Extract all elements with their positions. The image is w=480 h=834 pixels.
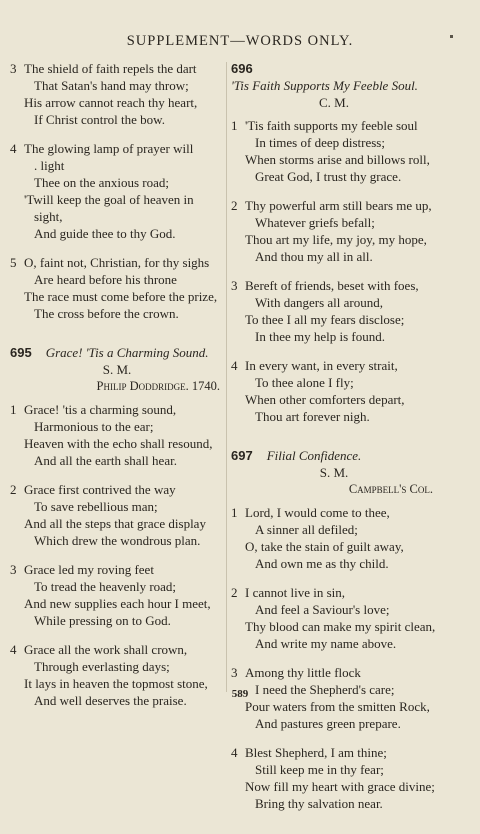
verse-text: Great God, I trust thy grace. [255, 169, 402, 184]
verse-line [231, 715, 437, 732]
verse-text: And guide thee to thy God. [34, 226, 176, 241]
verse-line [231, 197, 437, 214]
verse-line [231, 601, 437, 618]
verse-line [231, 778, 437, 795]
verse-line [10, 578, 224, 595]
right-column [231, 60, 437, 834]
verse-line [10, 515, 224, 532]
stanza [231, 504, 437, 572]
verse-text: Lord, I would come to thee, [245, 505, 390, 520]
verse-line [10, 595, 224, 612]
stanza [10, 401, 224, 469]
verse-text: And thou my all in all. [255, 249, 373, 264]
verse-line [231, 521, 437, 538]
hymn-696 [231, 60, 437, 425]
verse-text: A sinner all defiled; [255, 522, 358, 537]
verse-line [10, 94, 224, 111]
hymn-697 [231, 447, 437, 812]
verse-line [231, 231, 437, 248]
stanza [10, 254, 224, 322]
verse-line [231, 374, 437, 391]
verse-line [231, 744, 437, 761]
verse-text: The cross before the crown. [34, 306, 179, 321]
verse-line [231, 664, 437, 681]
verse-text: And feel a Saviour's love; [255, 602, 390, 617]
verse-text: Among thy little flock [245, 665, 361, 680]
verse-text: 'Twill keep the goal of heaven in [24, 192, 194, 207]
stanza [231, 357, 437, 425]
stanza-number: 5 [10, 255, 17, 270]
verse-line [231, 357, 437, 374]
hymn-meter: C. M. [319, 95, 349, 110]
hymn-title: Filial Confidence. [266, 448, 362, 463]
verse-line [10, 305, 224, 322]
verse-text: Grace first contrived the way [24, 482, 176, 497]
verse-text: 'Tis faith supports my feeble soul [245, 118, 418, 133]
verse-line [231, 134, 437, 151]
stanza-number: 4 [231, 358, 238, 373]
stanza-list [10, 401, 224, 709]
verse-text: Thee on the anxious road; [34, 175, 170, 190]
verse-line [10, 401, 224, 418]
verse-text: When storms arise and billows roll, [245, 152, 430, 167]
verse-text: When other comforters depart, [245, 392, 405, 407]
page-header: SUPPLEMENT—WORDS ONLY. [126, 33, 354, 49]
stanza [231, 584, 437, 652]
verse-text: And new supplies each hour I meet, [24, 596, 211, 611]
verse-text: In times of deep distress; [255, 135, 385, 150]
stanza-number: 1 [231, 118, 238, 133]
verse-line [10, 140, 224, 157]
verse-text: Pour waters from the smitten Rock, [245, 699, 430, 714]
verse-line [231, 117, 437, 134]
verse-line [231, 311, 437, 328]
verse-line [10, 271, 224, 288]
verse-line [10, 157, 224, 174]
verse-text: And pastures green prepare. [255, 716, 401, 731]
stanza [10, 561, 224, 629]
verse-text: And own me as thy child. [255, 556, 389, 571]
page-number: 589 [231, 688, 249, 700]
stanza-number: 2 [10, 482, 17, 497]
verse-line [231, 584, 437, 601]
stanza-number: 4 [231, 745, 238, 760]
verse-text: Now fill my heart with grace divine; [245, 779, 435, 794]
stanza-list [231, 504, 437, 812]
verse-text: To save rebellious man; [34, 499, 158, 514]
verse-line [231, 635, 437, 652]
stanza-number: 1 [231, 505, 238, 520]
hymn-author [10, 378, 224, 395]
verse-line [231, 618, 437, 635]
verse-line [231, 761, 437, 778]
verse-text: Blest Shepherd, I am thine; [245, 745, 387, 760]
verse-text: Heaven with the echo shall resound, [24, 436, 213, 451]
verse-text: Which drew the wondrous plan. [34, 533, 201, 548]
stanza-number: 4 [10, 642, 17, 657]
stanza-number: 3 [231, 665, 238, 680]
verse-line [231, 248, 437, 265]
stanza-number: 3 [10, 61, 17, 76]
verse-text: Thou art my life, my joy, my hope, [245, 232, 427, 247]
verse-line [231, 538, 437, 555]
verse-text: To tread the heavenly road; [34, 579, 177, 594]
hymn-author: Campbell's Col. [348, 482, 433, 496]
verse-line [10, 498, 224, 515]
verse-line [10, 658, 224, 675]
verse-text: It lays in heaven the topmost stone, [24, 676, 208, 691]
verse-text: In thee my help is found. [255, 329, 385, 344]
verse-line [231, 408, 437, 425]
verse-line [10, 225, 224, 242]
stanza-number: 4 [10, 141, 17, 156]
stanza [231, 277, 437, 345]
margin-mark [450, 35, 453, 38]
verse-line [231, 504, 437, 521]
stanza-number: 1 [10, 402, 17, 417]
stanza-number: 2 [231, 198, 238, 213]
column-divider [226, 62, 227, 692]
verse-text: And write my name above. [255, 636, 397, 651]
verse-line [231, 214, 437, 231]
verse-line [10, 77, 224, 94]
verse-text: Grace all the work shall crown, [24, 642, 188, 657]
verse-text: That Satan's hand may throw; [34, 78, 189, 93]
verse-text: To thee alone I fly; [255, 375, 354, 390]
verse-text: Grace led my roving feet [24, 562, 154, 577]
verse-text: I need the Shepherd's care; [255, 682, 395, 697]
verse-text: The glowing lamp of prayer will [24, 141, 194, 156]
verse-text: Thou art forever nigh. [255, 409, 370, 424]
verse-text: I cannot live in sin, [245, 585, 346, 600]
stanza [10, 481, 224, 549]
author-name: Philip Doddridge. [96, 379, 189, 393]
verse-line [10, 418, 224, 435]
verse-text: With dangers all around, [255, 295, 383, 310]
hymn-number: 695 [10, 345, 32, 360]
verse-text: Still keep me in thy fear; [255, 762, 384, 777]
verse-text: sight, [34, 209, 63, 224]
verse-line [10, 111, 224, 128]
verse-text: Harmonious to the ear; [34, 419, 154, 434]
stanza [231, 117, 437, 185]
verse-text: In every want, in every strait, [245, 358, 398, 373]
verse-text: And well deserves the praise. [34, 693, 187, 708]
verse-text: Thy powerful arm still bears me up, [245, 198, 432, 213]
verse-text: And all the steps that grace display [24, 516, 206, 531]
verse-text: To thee I all my fears disclose; [245, 312, 405, 327]
hymn-number: 696 [231, 61, 253, 76]
verse-line [231, 795, 437, 812]
stanza-number: 3 [10, 562, 17, 577]
verse-text: If Christ control the bow. [34, 112, 165, 127]
verse-line [10, 612, 224, 629]
verse-line [10, 452, 224, 469]
stanza-number: 3 [231, 278, 238, 293]
left-column [10, 60, 224, 731]
verse-line [231, 151, 437, 168]
stanza-number: 2 [231, 585, 238, 600]
verse-line [10, 561, 224, 578]
verse-text: Bring thy salvation near. [255, 796, 383, 811]
verse-text: O, faint not, Christian, for thy sighs [24, 255, 210, 270]
hymn-title: 'Tis Faith Supports My Feeble Soul. [231, 78, 418, 93]
verse-line [231, 294, 437, 311]
verse-text: . light [34, 158, 65, 173]
author-year: 1740. [191, 379, 220, 393]
hymn-meter: S. M. [319, 465, 349, 480]
verse-line [10, 288, 224, 305]
verse-line [10, 60, 224, 77]
hymn-continuation [10, 60, 224, 322]
verse-line [10, 208, 224, 225]
verse-text: While pressing on to God. [34, 613, 171, 628]
hymn-695 [10, 344, 224, 709]
stanza [10, 60, 224, 128]
verse-text: Bereft of friends, beset with foes, [245, 278, 419, 293]
verse-line [231, 698, 437, 715]
verse-line [231, 391, 437, 408]
verse-text: O, take the stain of guilt away, [245, 539, 404, 554]
verse-text: Are heard before his throne [34, 272, 177, 287]
verse-text: Through everlasting days; [34, 659, 170, 674]
verse-line [10, 641, 224, 658]
stanza [231, 744, 437, 812]
hymn-title: Grace! 'Tis a Charming Sound. [45, 345, 209, 360]
stanza-list [231, 117, 437, 425]
verse-text: Whatever griefs befall; [255, 215, 375, 230]
verse-line [10, 254, 224, 271]
verse-line [10, 174, 224, 191]
verse-text: Grace! 'tis a charming sound, [24, 402, 177, 417]
verse-line [10, 481, 224, 498]
verse-text: Thy blood can make my spirit clean, [245, 619, 436, 634]
stanza-list [10, 60, 224, 322]
verse-line [231, 168, 437, 185]
verse-line [10, 191, 224, 208]
verse-text: The race must come before the prize, [24, 289, 218, 304]
verse-line [10, 435, 224, 452]
stanza [10, 140, 224, 242]
verse-text: The shield of faith repels the dart [24, 61, 197, 76]
hymn-number: 697 [231, 448, 253, 463]
verse-text: And all the earth shall hear. [34, 453, 177, 468]
verse-text: His arrow cannot reach thy heart, [24, 95, 198, 110]
hymn-meter: S. M. [102, 362, 132, 377]
stanza [231, 197, 437, 265]
verse-line [231, 277, 437, 294]
verse-line [10, 532, 224, 549]
verse-line [231, 328, 437, 345]
verse-line [231, 555, 437, 572]
